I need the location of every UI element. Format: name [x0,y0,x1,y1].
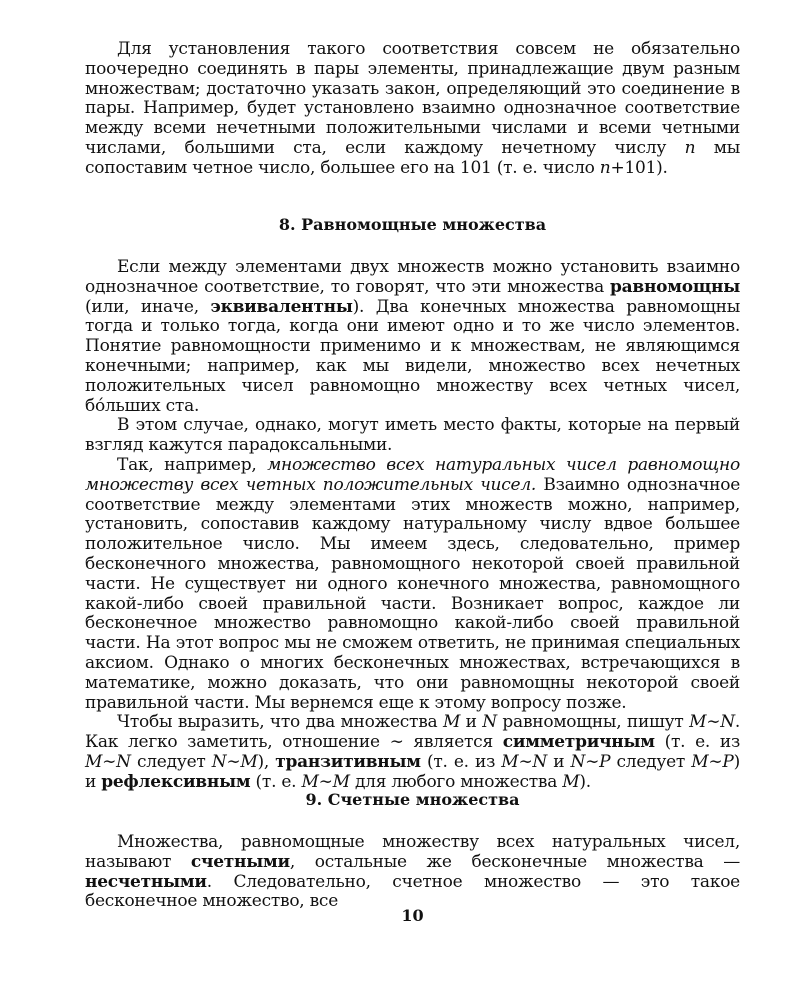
math-expression: M∼N [689,712,735,733]
intro-text-3: +101). [610,157,668,178]
text-span: ) и [85,751,740,792]
text-span: Чтобы выразить, что два множества [117,712,443,733]
math-expression: N∼M [211,751,258,772]
text-span: ). Два конечных множества равномощны тогда и только тогда, когда они имеют одно и то же число элементов. Понятие равномощности применимо и к множествам, не являющимся конечными; например, как мы видели, множество всех нечетных положительных чисел равномощно множеству всех четных чисел, бо́льших ста. [85,296,740,416]
text-span: (т. е. из [420,751,502,772]
section-9-heading: 9. Счетные множества [305,790,520,809]
term-uncountable: несчетными [85,871,207,892]
term-transitive: транзитивным [275,751,421,772]
term-countable: счетными [190,851,290,872]
text-span: (т. е. из [654,732,740,753]
section-9-body [85,833,740,912]
math-symbol: M [562,771,580,792]
text-span: ). [579,771,591,792]
math-expression: M∼N [85,751,131,772]
text-span: Если между элементами двух множеств можно установить взаимно однозначное соответствие, то говорят, что эти множества [85,257,740,297]
text-span: Взаимно однозначное соответствие между элементами этих множеств можно, например, установить, сопоставив каждому натуральному числу вдвое большее положительное число. Мы имеем здесь, следовательно, пример бесконечного множества, равномощного некоторой своей правильной части. Не существует ни одного конечного множества, равномощного какой-либо своей правильной части. Возникает вопрос, каждое ли бесконечное множество равномощно какой-либо своей правильной части. На этот вопрос мы не сможем ответить, не принимая специальных аксиом. Однако о многих бесконечных множествах, встречающихся в математике, можно доказать, что они равномощны некоторой своей правильной части. Мы вернемся еще к этому вопросу позже. [85,474,740,713]
text-span: и [460,712,483,733]
math-expression: N∼P [570,751,611,772]
text-span: Так, например, [117,454,268,475]
section-8-paragraph-3 [85,456,740,713]
text-span: , остальные же бесконечные множества — [289,851,740,872]
math-expression: M∼M [301,771,350,792]
text-span: равномощны, пишут [496,712,690,733]
text-span: (т. е. [250,771,302,792]
text-span: следует [610,751,692,772]
page-number: 10 [401,906,424,925]
math-symbol: M [442,712,461,733]
theorem-statement: множество всех натуральных чисел равномощно множеству всех четных положительных чисел. [85,454,740,495]
math-expression: M∼P [691,751,734,772]
text-span: для любого множества [349,771,563,792]
intro-text-1: Для установления такого соответствия совсем не обязательно поочередно соединять в пары элементы, принадлежащие двум разным множествам; достаточно указать закон, определяющий это соединение в пары. Например, будет установлено взаимно однозначное соответствие между всеми нечетными положительными числами и всеми четными числами, большими ста, если каждому нечетному числу [85,39,740,158]
term-reflexive: рефлексивным [101,771,251,792]
section-8-paragraph-1 [85,258,740,416]
section-8-paragraph-4 [85,713,740,792]
text-span: Множества, равномощные множеству всех натуральных чисел, называют [85,832,740,872]
text-span: . Следовательно, счетное множество — это такое бесконечное множество, все [85,871,740,912]
math-symbol: N [482,712,497,733]
variable-n: n [684,137,696,158]
term-equivalent: эквивалентны [210,296,353,317]
math-expression: M∼N [501,751,548,772]
text-span: и [547,751,571,772]
term-equipotent: равномощны [610,276,740,297]
text-span: . Как легко заметить, отношение ∼ является [85,712,740,753]
section-8-body [85,258,740,793]
text-span: следует [130,751,212,772]
section-8-paragraph-2: В этом случае, однако, могут иметь место факты, которые на первый взгляд кажутся парадоксальными. [85,415,740,456]
intro-text-2: мы сопоставим четное число, большее его на 101 (т. е. число [85,137,740,178]
text-span: (или, иначе, [85,296,211,317]
intro-paragraph [85,40,740,179]
text-span: ), [257,751,276,772]
section-8-heading: 8. Равномощные множества [278,215,547,234]
section-9-paragraph-1 [85,833,740,912]
variable-n-2: n [599,157,611,178]
term-symmetric: симметричным [502,732,655,753]
